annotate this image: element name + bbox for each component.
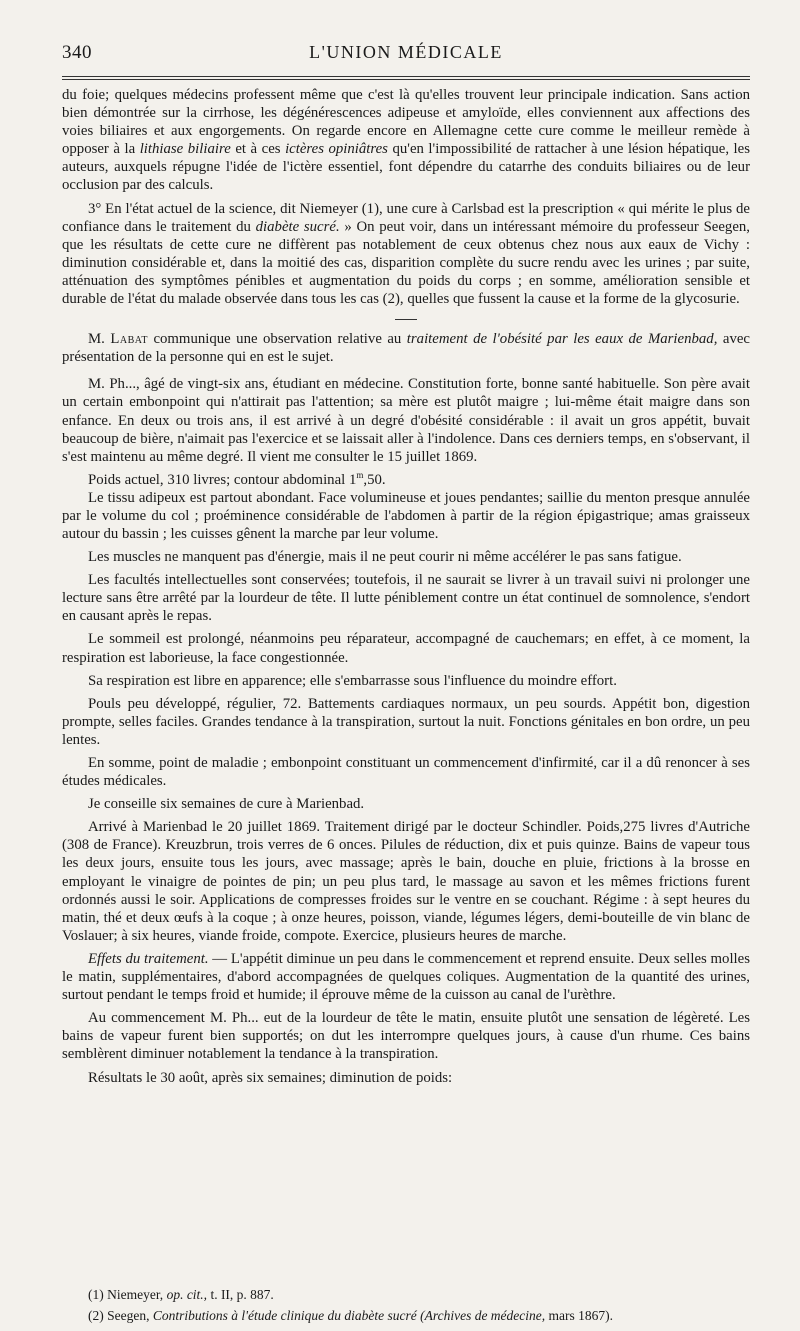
page-number: 340 <box>62 42 92 63</box>
paragraph-tissu: Le tissu adipeux est partout abondant. Face volumineuse et joues pendantes; saillie du menton presque annulée par le volume du col ; proéminence considérable de l'abdomen à partir de la région épigastrique; amas graisseux autour du bassin ; les cuisses gênent la marche par leur volume. <box>62 489 750 542</box>
page-header <box>62 38 750 74</box>
paragraph-conseil: Je conseille six semaines de cure à Marienbad. <box>88 796 365 813</box>
paragraph-en-somme: En somme, point de maladie ; embonpoint constituant un commencement d'infirmité, car il a dû renoncer à ses études médicales. <box>62 755 750 790</box>
paragraph-sommeil: Le sommeil est prolongé, néanmoins peu réparateur, accompagné de cauchemars; en effet, à ce moment, la respiration est laborieuse, la face congestionnée. <box>62 631 750 666</box>
paragraph-resultats: Résultats le 30 août, après six semaines; diminution de poids: <box>88 1069 453 1086</box>
paragraph-commencement: Au commencement M. Ph... eut de la lourdeur de tête le matin, ensuite plutôt une sensation de légèreté. Les bains de vapeur furent bien supportés; on dut les interrompre quelques jours, à cause d'un rhume. Ces bains semblèrent diminuer notablement la tendance à la transpiration. <box>62 1010 750 1063</box>
journal-title: L'UNION MÉDICALE <box>309 42 503 62</box>
section-separator <box>62 308 750 330</box>
footnote-1: (1) Niemeyer, op. cit., t. II, p. 887. <box>88 1287 274 1302</box>
term-effets: Effets du traitement. <box>88 950 209 967</box>
paragraph-patient: M. Ph..., âgé de vingt-six ans, étudiant en médecine. Constitution forte, bonne santé habituelle. Son père avait un certain embonpoint qui n'attirait pas l'attention; sa mère est plutôt maigre ; lui-même était maigre dans son enfance. En deux ou trois ans, il est arrivé à un degré d'obésité considérable : il avait un gros appétit, buvait beaucoup de bière, n'aimait pas l'exercice et se laissait aller à l'indolence. Dans ces derniers temps, en s'observant, il s'est maintenu au même degré. Il vient me consulter le 15 juillet 1869. <box>62 376 750 465</box>
paragraph-foie-part1: du foie; quelques médecins professent même que c'est là qu'elles trouvent leur principale indication. Sans action bien démontrée sur la cirrhose, les dégénérescences adipeuse et amyloïde, elles conviennent aux affections des voies biliaires et aux engorgements. On regarde encore en Allemagne cette cure comme le meilleur remède à opposer à la <box>62 87 750 158</box>
article-body <box>62 86 750 1087</box>
paragraph-facultes: Les facultés intellectuelles sont conservées; toutefois, il ne saurait se livrer à un travail suivi ni prolonger une lecture sans être arrêté par la lourdeur de tête. Il lutte péniblement contre un état continuel de somnolence, s'endort en causant après le repas. <box>62 572 750 625</box>
paragraph-muscles: Les muscles ne manquent pas d'énergie, mais il ne peut courir ni même accélérer le pas sans fatigue. <box>88 549 682 566</box>
term-diabete: diabète sucré. <box>255 218 340 235</box>
footnote-2: (2) Seegen, Contributions à l'étude clinique du diabète sucré (Archives de médecine, mars 1867). <box>88 1308 614 1323</box>
paragraph-arrive: Arrivé à Marienbad le 20 juillet 1869. Traitement dirigé par le docteur Schindler. Poids,275 livres d'Autriche (308 de France). Kreuzbrun, trois verres de 6 onces. Pilules de réduction, dix et puis quinze. Bains de vapeur tous les deux jours, ensuite tous les jours, avec massage; après le bain, douche en pluie, frictions à la brosse en employant le vinaigre de pointes de pin; un peu plus tard, le massage au savon et les mêmes frictions furent ordonnés aussi le soir. Applications de compresses froides sur le ventre en se couchant. Régime : à sept heures du matin, thé et deux œufs à la coque ; à onze heures, poisson, viande, légumes légers, demi-bouteille de vin blanc de Voslauer; à six heures, viande froide, compote. Exercice, plusieurs heures de marche. <box>62 819 750 944</box>
paragraph-effets: Effets du traitement. — L'appétit diminue un peu dans le commencement et reprend ensuite. Deux selles molles le matin, supplémentaires, d'abord accompagnées de quelques coliques. Augmentation de la quantité des urines, surtout pendant le temps froid et humide; il éprouve même de la cuisson au canal de l'urèthre. <box>62 950 750 1004</box>
header-rule <box>62 76 750 80</box>
term-obesite: traitement de l'obésité par les eaux de Marienbad, <box>406 331 718 348</box>
paragraph-labat: M. Labat communique une observation relative au traitement de l'obésité par les eaux de Marienbad, avec présentation de la personne qui en est le sujet. <box>62 331 750 366</box>
paragraph-pouls: Pouls peu développé, régulier, 72. Battements cardiaques normaux, un peu sourds. Appétit bon, digestion prompte, selles faciles. Grandes tendance à la transpiration, surtout la nuit. Fonctions génitales en bon ordre, un peu lentes. <box>62 695 750 748</box>
paragraph-respiration: Sa respiration est libre en apparence; elle s'embarrasse sous l'influence du moindre effort. <box>88 672 617 689</box>
paragraph-foie: du foie; quelques médecins professent même que c'est là qu'elles trouvent leur principale indication. Sans action bien démontrée sur la cirrhose, les dégénérescences adipeuse et amyloïde, elles conviennent aux affections des voies biliaires et aux engorgements. On regarde encore en Allemagne cette cure comme le meilleur remède à opposer à la lithiase biliaire et à ces ictères opiniâtres qu'en l'impossibilité de rattacher à une lésion hépatique, les auteurs, auxquels répugne l'idée de l'ictère essentiel, font dépendre du catarrhe des conduits biliaires ou de leur occlusion par des calculs. <box>62 87 750 194</box>
term-lithiase: lithiase biliaire <box>139 141 231 158</box>
term-icteres: ictères opiniâtres <box>285 141 388 158</box>
paragraph-carlsbad: 3° En l'état actuel de la science, dit Niemeyer (1), une cure à Carlsbad est la prescription « qui mérite le plus de confiance dans le traitement du diabète sucré. » On peut voir, dans un intéressant mémoire du professeur Seegen, que les résultats de cette cure ne diffèrent pas notablement de ceux obtenus chez nous aux eaux de Vichy : diminution considérable et, dans la moitié des cas, disparition complète du sucre rendu avec les urines ; par suite, atténuation des symptômes pénibles et augmentation du poids du corps ; en somme, amélioration sensible et durable de l'état du malade observée dans tous les cas (2), quelles que fussent la cause et la forme de la glycosurie. <box>62 200 750 308</box>
author-labat: Labat <box>110 331 148 348</box>
footnotes <box>62 1284 750 1326</box>
paragraph-poids: Poids actuel, 310 livres; contour abdominal 1$^m$,50. <box>88 469 386 488</box>
